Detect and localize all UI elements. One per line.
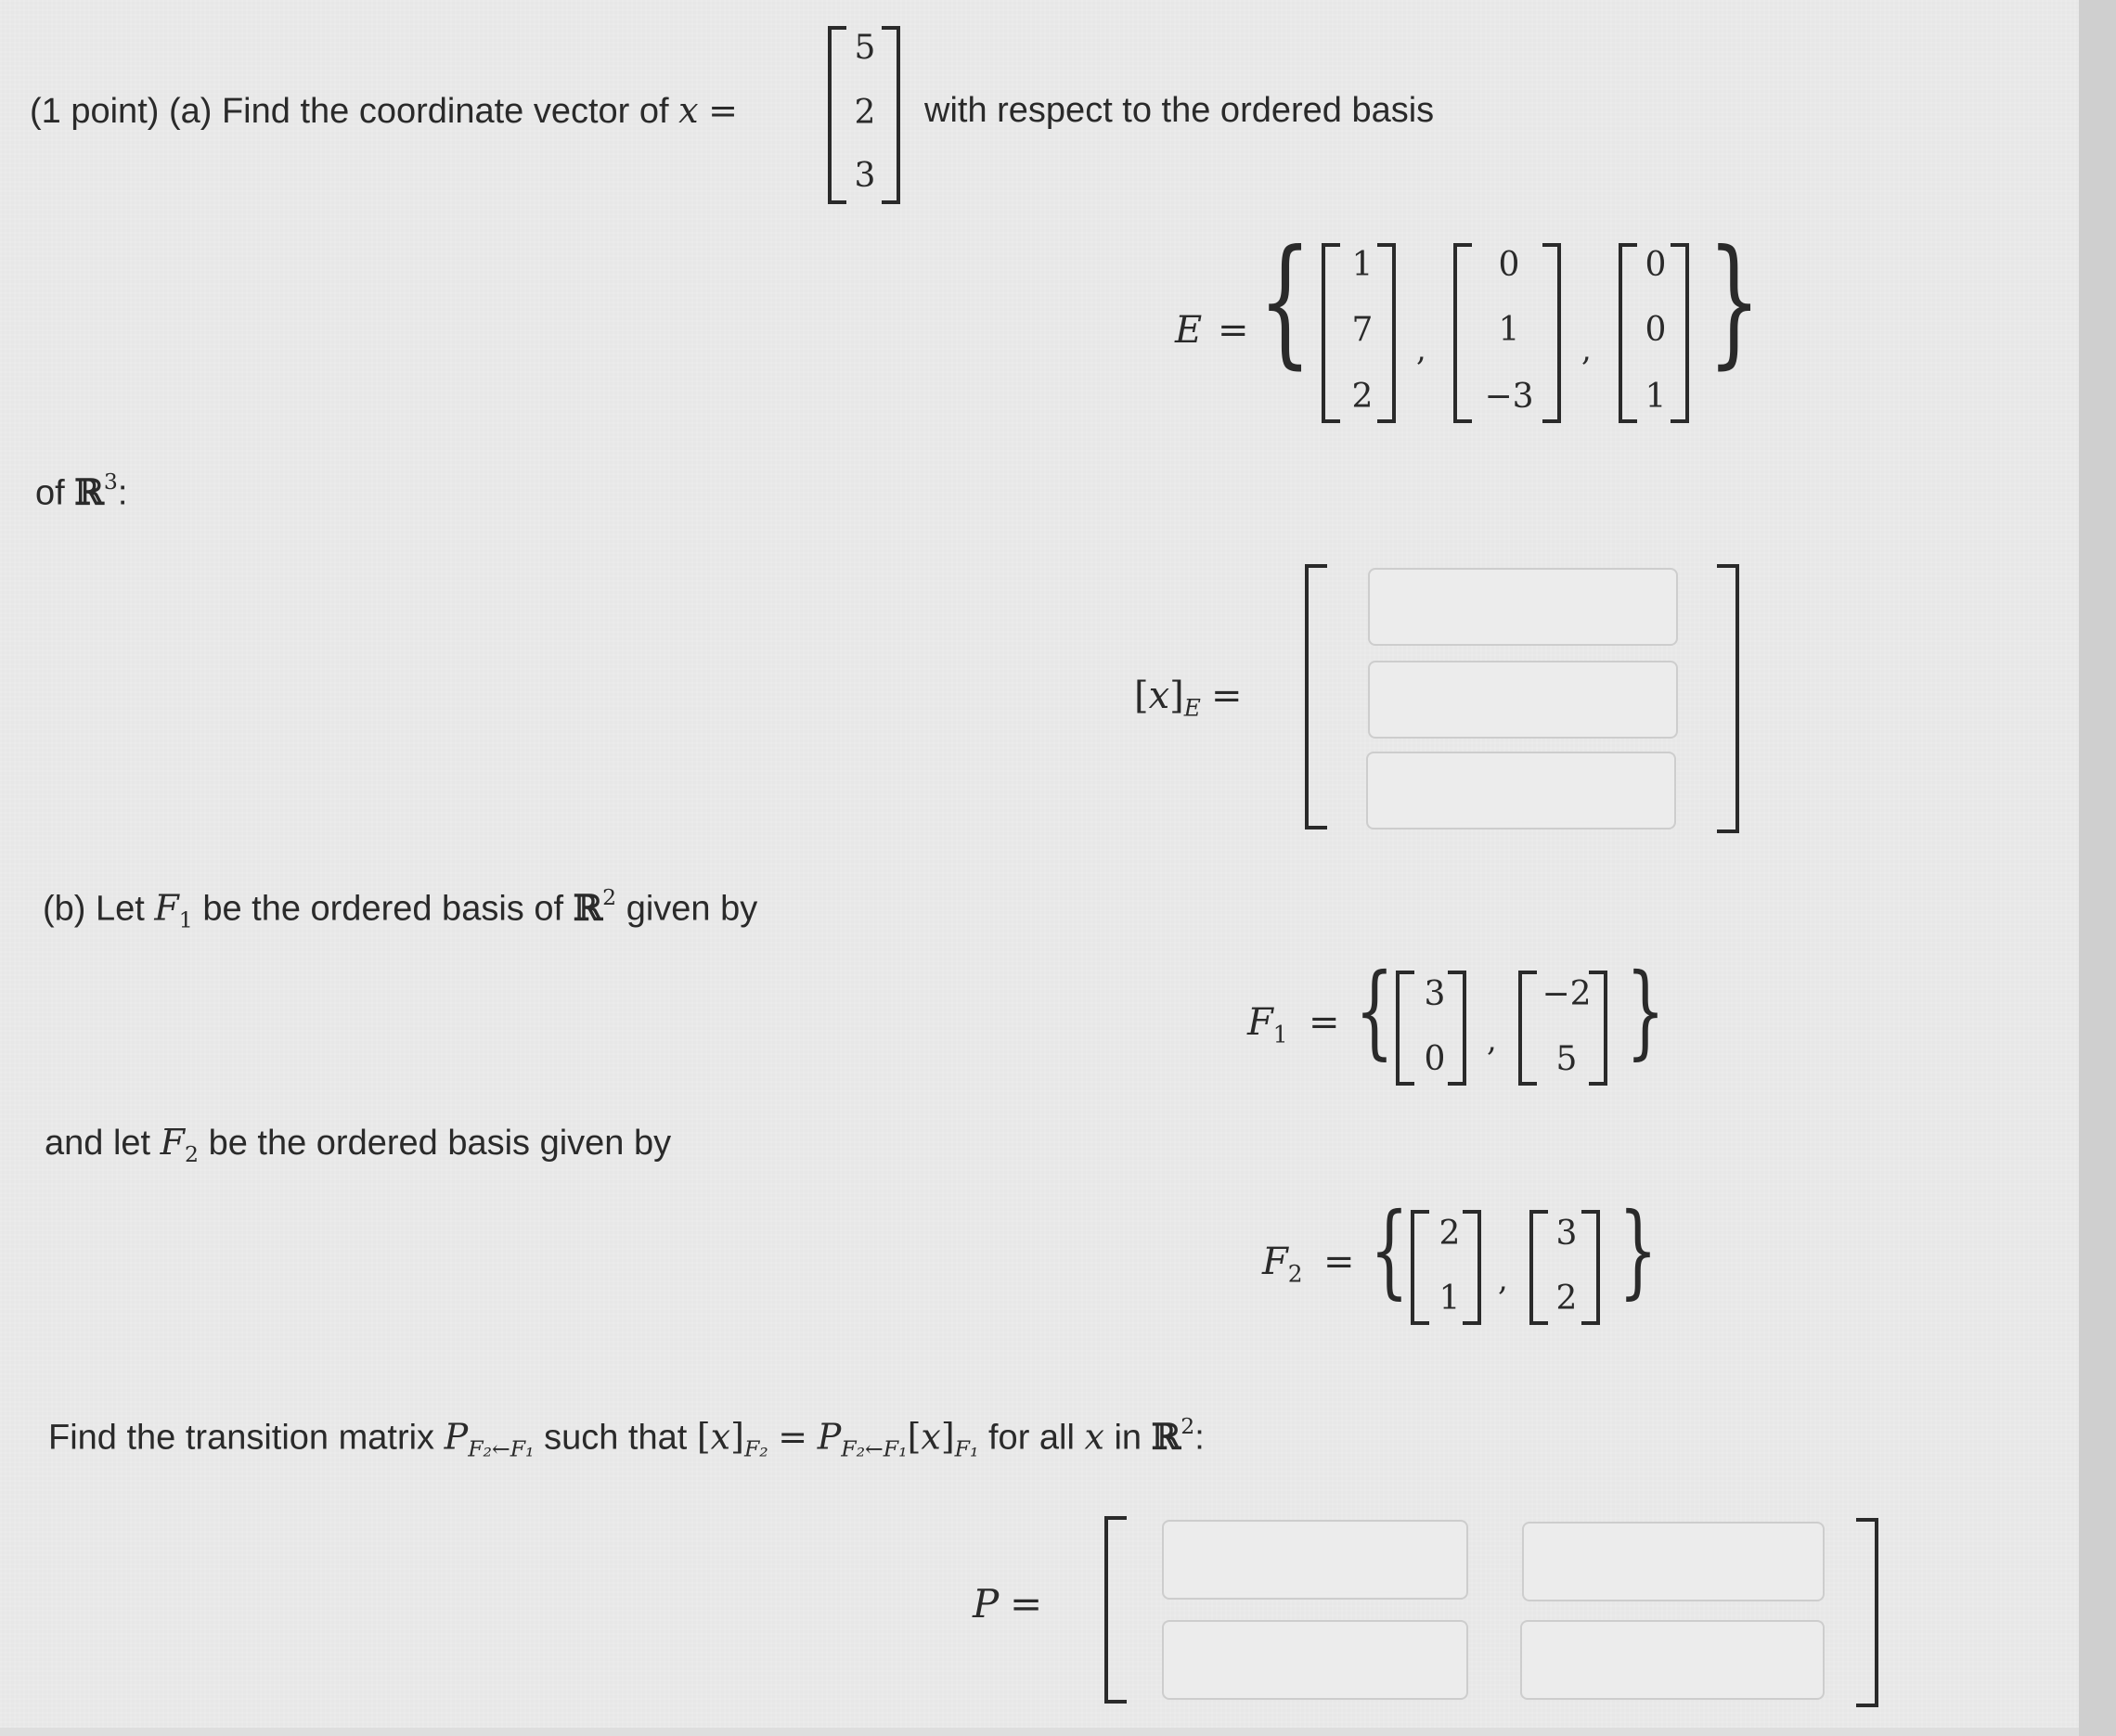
basis-e-vector-1-entry: 2 <box>1351 378 1374 416</box>
answer-p-left-bracket <box>1104 1516 1127 1704</box>
part-b-line-2 <box>45 1122 672 1168</box>
q-such: such that <box>544 1418 688 1458</box>
page-edge <box>2079 0 2116 1736</box>
basis-f1-equals: = <box>1309 1001 1340 1044</box>
basis-f1-vector-1-right-bracket <box>1448 971 1466 1086</box>
basis-f2-equals: = <box>1323 1241 1355 1283</box>
comma: , <box>1487 1022 1497 1059</box>
x-vector-entry: 2 <box>854 94 876 132</box>
comma: , <box>1581 331 1592 368</box>
equals-sign: = <box>708 90 738 131</box>
basis-e-vector-3-entry: 1 <box>1645 378 1667 416</box>
part-b-prefix: (b) Let <box>43 889 145 929</box>
part-b-line-2-suffix: be the ordered basis given by <box>208 1124 672 1163</box>
right-brace: } <box>1708 221 1761 382</box>
q-p-2-sub: F₂←F₁ <box>841 1435 908 1462</box>
basis-e-vector-1-entry: 7 <box>1351 311 1374 349</box>
answer-e-left-bracket <box>1305 564 1327 829</box>
q-x-sub-2: F₁ <box>954 1435 979 1462</box>
answer-p-right-bracket <box>1856 1518 1878 1707</box>
of-label: of <box>35 473 65 513</box>
q-x-sub-1: F₂ <box>743 1435 768 1462</box>
q-p-2: P <box>817 1416 842 1458</box>
x-variable: x <box>678 90 699 131</box>
basis-f1-name: $F_1$ <box>1247 1001 1288 1048</box>
answer-e-label: $[x]_E$ = <box>1134 675 1243 722</box>
basis-f1-vector-2-right-bracket <box>1589 971 1607 1086</box>
basis-f2-vector-1-right-bracket <box>1463 1210 1481 1325</box>
comma: , <box>1416 331 1426 368</box>
space-symbol: ℝ <box>573 886 603 929</box>
q-x-3: x <box>1084 1416 1104 1458</box>
part-a-prefix: (1 point) (a) Find the coordinate vector of <box>30 92 669 131</box>
q-prefix: Find the transition matrix <box>48 1418 435 1458</box>
colon: : <box>1194 1418 1205 1458</box>
basis-e-vector-2-entry: −3 <box>1484 378 1534 416</box>
comma: , <box>1498 1261 1508 1298</box>
answer-p-entry-22-input[interactable] <box>1520 1620 1825 1700</box>
basis-f1-vector-2-entry: 5 <box>1555 1040 1578 1078</box>
q-x: x <box>710 1416 731 1458</box>
basis-f2-name: $F_2$ <box>1262 1241 1303 1288</box>
space-exponent: 2 <box>602 884 617 910</box>
answer-e-entry-3-input[interactable] <box>1366 752 1676 829</box>
part-b-mid: be the ordered basis of <box>202 889 564 929</box>
space-exponent: 2 <box>1181 1413 1195 1439</box>
transition-question: Find the transition matrix $P_{F_2\leftarrow F_1}$ such that $[x]_{F_2} = P_{F_2\leftarrow F_1}[x]_{F_1}$ for all x in ℝ$^2$: <box>48 1413 1205 1462</box>
basis-e-equals: = <box>1218 309 1249 352</box>
f1-sub: 1 <box>178 907 193 933</box>
q-p: P <box>444 1416 469 1458</box>
basis-e-vector-2-entry: 1 <box>1498 311 1520 349</box>
basis-e-name: E <box>1175 309 1203 352</box>
left-brace: { <box>1258 221 1312 382</box>
f2-name: F <box>160 1122 186 1163</box>
answer-p-entry-12-input[interactable] <box>1522 1522 1825 1601</box>
q-x-2: x <box>921 1416 941 1458</box>
q-for: for all <box>988 1418 1075 1458</box>
answer-e-right-bracket <box>1717 564 1739 833</box>
answer-e-equals: = <box>1211 675 1243 717</box>
x-vector-right-bracket <box>882 26 900 204</box>
answer-e-entry-2-input[interactable] <box>1368 661 1678 739</box>
answer-p: P <box>973 1581 1000 1627</box>
answer-p-label <box>973 1581 1043 1627</box>
basis-e-vector-1-entry: 1 <box>1351 246 1374 284</box>
right-brace: } <box>1626 951 1665 1070</box>
f1-name: F <box>154 887 179 929</box>
part-b-prompt <box>43 884 758 933</box>
basis-f2-vector-2-entry: 2 <box>1555 1279 1578 1318</box>
colon: : <box>117 473 128 513</box>
basis-e-vector-2-left-bracket <box>1453 243 1472 423</box>
q-p-sub: F₂←F₁ <box>468 1435 535 1462</box>
and-let: and let <box>45 1124 151 1163</box>
part-b-suffix: given by <box>626 889 758 929</box>
left-brace: { <box>1355 951 1394 1070</box>
answer-e-x: x <box>1148 675 1170 717</box>
space-symbol: ℝ <box>1151 1415 1181 1458</box>
basis-e-vector-3-right-bracket <box>1671 243 1689 423</box>
basis-e-vector-3-entry: 0 <box>1645 246 1667 284</box>
x-vector-entry: 3 <box>854 157 876 195</box>
basis-f1-vector-1-entry: 0 <box>1424 1040 1446 1078</box>
q-in: in <box>1114 1418 1142 1458</box>
right-brace: } <box>1619 1190 1658 1309</box>
basis-f2-vector-2-right-bracket <box>1581 1210 1600 1325</box>
part-a-prompt <box>30 90 738 131</box>
part-a-suffix: with respect to the ordered basis <box>924 91 1435 130</box>
basis-f1-vector-1-entry: 3 <box>1424 975 1446 1013</box>
basis-e-vector-2-entry: 0 <box>1498 246 1520 284</box>
answer-p-entry-21-input[interactable] <box>1162 1620 1468 1700</box>
basis-e-vector-2-right-bracket <box>1542 243 1561 423</box>
basis-f2-vector-1-entry: 2 <box>1439 1215 1461 1253</box>
basis-f2-vector-2-entry: 3 <box>1555 1215 1578 1253</box>
basis-e-vector-3-entry: 0 <box>1645 311 1667 349</box>
basis-f2-vector-1-entry: 1 <box>1439 1279 1461 1318</box>
basis-f1-vector-2-entry: −2 <box>1542 975 1592 1013</box>
basis-e-vector-1-right-bracket <box>1377 243 1396 423</box>
answer-p-entry-11-input[interactable] <box>1162 1520 1468 1600</box>
answer-e-sub: E <box>1183 694 1201 722</box>
space-symbol: ℝ <box>74 470 104 513</box>
left-brace: { <box>1370 1190 1409 1309</box>
answer-e-entry-1-input[interactable] <box>1368 568 1678 646</box>
x-vector-entry: 5 <box>854 29 876 67</box>
f2-sub: 2 <box>185 1141 200 1168</box>
q-equals: = <box>778 1416 808 1458</box>
answer-p-equals: = <box>1009 1581 1043 1627</box>
of-r3-label <box>35 469 128 513</box>
space-exponent: 3 <box>103 469 118 495</box>
